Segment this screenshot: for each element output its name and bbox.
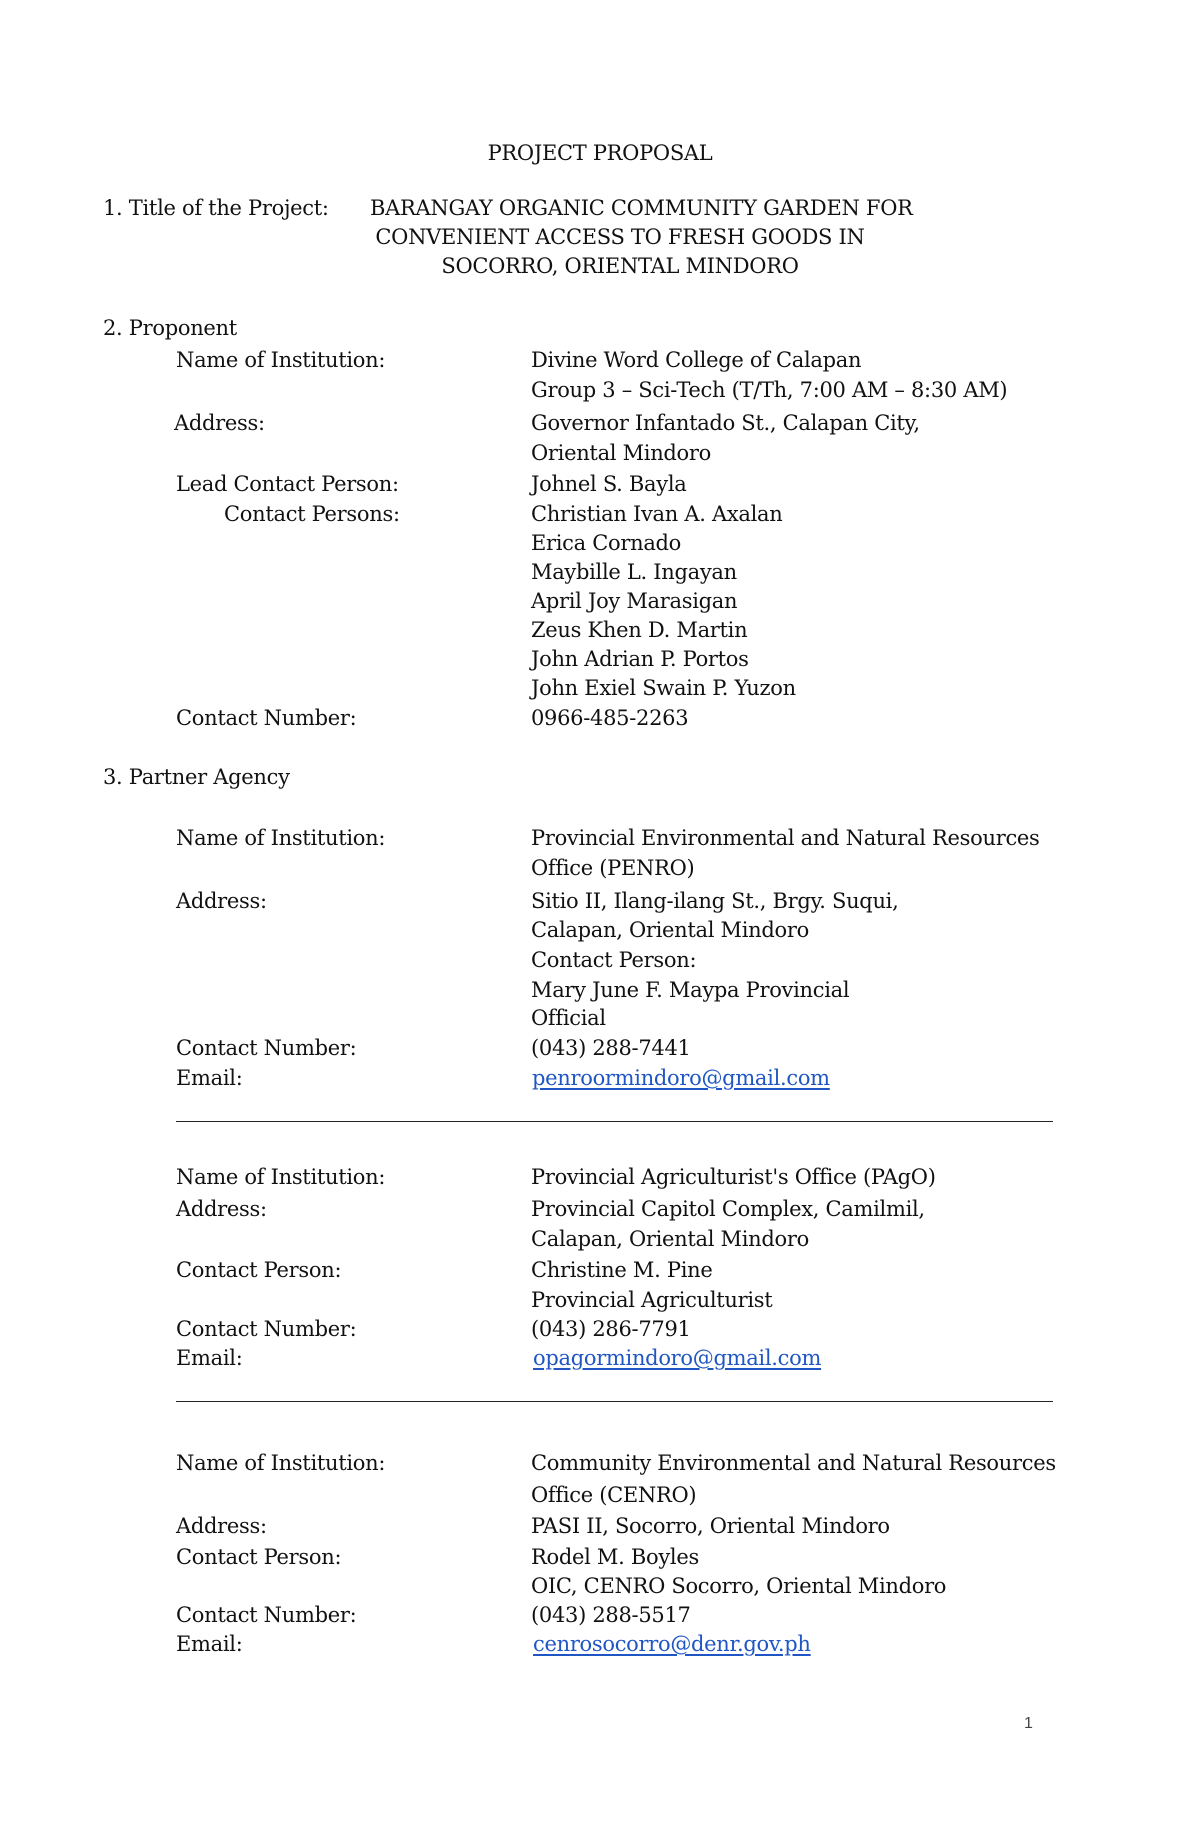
agency2-contact-number-label: Contact Number: (176, 1317, 357, 1341)
agency3-contact-person-line-2: OIC, CENRO Socorro, Oriental Mindoro (531, 1574, 947, 1598)
agency2-institution: Provincial Agriculturist's Office (PAgO) (531, 1165, 936, 1189)
agency3-contact-person-line-1: Rodel M. Boyles (531, 1545, 699, 1569)
agency3-contact-number-label: Contact Number: (176, 1603, 357, 1627)
agency3-address-label: Address: (176, 1514, 267, 1538)
contact-person-2: Erica Cornado (531, 531, 682, 555)
agency1-address-label: Address: (176, 889, 267, 913)
agency1-email-label: Email: (176, 1066, 243, 1090)
contact-person-3: Maybille L. Ingayan (531, 560, 737, 584)
agency2-contact-person-line-2: Provincial Agriculturist (531, 1288, 773, 1312)
proponent-address-line-1: Governor Infantado St., Calapan City, (531, 411, 920, 435)
proponent-contact-number: 0966-485-2263 (531, 706, 689, 730)
agency3-institution-label: Name of Institution: (176, 1451, 386, 1475)
proponent-group: Group 3 – Sci-Tech (T/Th, 7:00 AM – 8:30 AM) (531, 378, 1008, 402)
agency1-address-line-1: Sitio II, Ilang-ilang St., Brgy. Suqui, (531, 889, 899, 913)
agency1-contact-person-caption: Contact Person: (531, 948, 697, 972)
section2-heading: 2. Proponent (103, 316, 237, 340)
proponent-institution: Divine Word College of Calapan (531, 348, 862, 372)
agency3-address: PASI II, Socorro, Oriental Mindoro (531, 1514, 890, 1538)
agency2-email-link[interactable]: opagormindoro@gmail.com (533, 1346, 822, 1370)
contact-person-6: John Adrian P. Portos (531, 647, 749, 671)
agency2-contact-number: (043) 286-7791 (531, 1317, 691, 1341)
contact-persons-label: Contact Persons: (224, 502, 400, 526)
lead-contact-label: Lead Contact Person: (176, 472, 399, 496)
agency3-contact-person-label: Contact Person: (176, 1545, 342, 1569)
lead-contact-person: Johnel S. Bayla (531, 472, 687, 496)
agency1-institution-label: Name of Institution: (176, 826, 386, 850)
contact-person-5: Zeus Khen D. Martin (531, 618, 748, 642)
agency1-address-line-2: Calapan, Oriental Mindoro (531, 918, 809, 942)
agency1-institution-line-2: Office (PENRO) (531, 856, 695, 880)
agency2-address-label: Address: (176, 1197, 267, 1221)
section3-heading: 3. Partner Agency (103, 765, 290, 789)
agency1-institution-line-1: Provincial Environmental and Natural Resources (531, 826, 1040, 850)
proponent-address-label: Address: (174, 411, 265, 435)
agency2-contact-person-label: Contact Person: (176, 1258, 342, 1282)
project-title-line-2: CONVENIENT ACCESS TO FRESH GOODS IN (375, 225, 865, 249)
agency2-institution-label: Name of Institution: (176, 1165, 386, 1189)
agency2-contact-person-line-1: Christine M. Pine (531, 1258, 713, 1282)
section-divider (176, 1401, 1053, 1402)
agency1-contact-number-label: Contact Number: (176, 1036, 357, 1060)
contact-person-4: April Joy Marasigan (531, 589, 738, 613)
agency2-address-line-2: Calapan, Oriental Mindoro (531, 1227, 809, 1251)
page-title: PROJECT PROPOSAL (487, 141, 713, 165)
agency3-institution-line-2: Office (CENRO) (531, 1483, 697, 1507)
agency1-contact-person-line-1: Mary June F. Maypa Provincial (531, 978, 850, 1002)
section1-label: 1. Title of the Project: (103, 196, 329, 220)
agency2-address-line-1: Provincial Capitol Complex, Camilmil, (531, 1197, 925, 1221)
agency3-contact-number: (043) 288-5517 (531, 1603, 691, 1627)
agency1-email-link[interactable]: penroormindoro@gmail.com (532, 1066, 830, 1090)
project-title-line-3: SOCORRO, ORIENTAL MINDORO (441, 254, 799, 278)
project-title-line-1: BARANGAY ORGANIC COMMUNITY GARDEN FOR (370, 196, 913, 220)
agency2-email-label: Email: (176, 1346, 243, 1370)
section-divider (176, 1121, 1053, 1122)
page-number: 1 (1024, 1715, 1033, 1732)
agency3-email-label: Email: (176, 1632, 243, 1656)
proponent-institution-label: Name of Institution: (176, 348, 386, 372)
contact-person-1: Christian Ivan A. Axalan (531, 502, 783, 526)
proponent-contact-number-label: Contact Number: (176, 706, 357, 730)
agency3-email-link[interactable]: cenrosocorro@denr.gov.ph (533, 1632, 811, 1656)
agency1-contact-person-line-2: Official (531, 1006, 606, 1030)
contact-person-7: John Exiel Swain P. Yuzon (531, 676, 796, 700)
agency3-institution-line-1: Community Environmental and Natural Resources (531, 1451, 1056, 1475)
agency1-contact-number: (043) 288-7441 (531, 1036, 691, 1060)
proponent-address-line-2: Oriental Mindoro (531, 441, 711, 465)
